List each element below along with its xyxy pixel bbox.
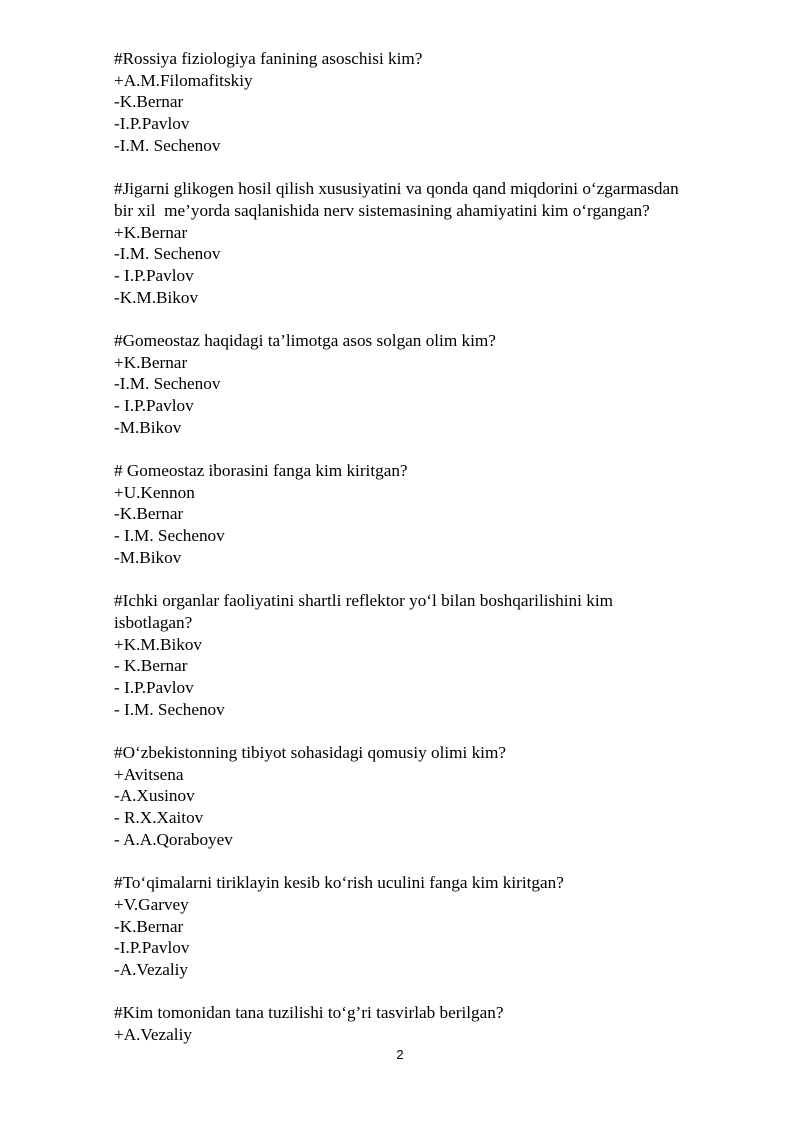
question-text: #Ichki organlar faoliyatini shartli reflektor yo‘l bilan boshqarilishini kim bbox=[114, 591, 613, 611]
answer-option: -I.M. Sechenov bbox=[114, 135, 221, 155]
answer-option: -I.P.Pavlov bbox=[114, 114, 190, 134]
answer-option: +A.M.Filomafitskiy bbox=[114, 70, 253, 90]
page-number: 2 bbox=[396, 1047, 404, 1062]
question-text-continued: bir xil me’yorda saqlanishida nerv sistemasining ahamiyatini kim o‘rgangan? bbox=[114, 200, 650, 220]
answer-option: +Avitsena bbox=[114, 764, 184, 784]
answer-option: +A.Vezaliy bbox=[114, 1024, 192, 1044]
answer-option: +U.Kennon bbox=[114, 482, 195, 502]
answer-option: - I.M. Sechenov bbox=[114, 699, 225, 719]
question-block bbox=[114, 460, 764, 568]
question-block bbox=[114, 742, 764, 850]
answer-option: -A.Xusinov bbox=[114, 786, 195, 806]
answer-option: -K.M.Bikov bbox=[114, 287, 199, 307]
answer-option: - K.Bernar bbox=[114, 656, 188, 676]
answer-option: - R.X.Xaitov bbox=[114, 808, 204, 828]
question-text: #O‘zbekistonning tibiyot sohasidagi qomusiy olimi kim? bbox=[114, 743, 506, 762]
answer-option: +K.Bernar bbox=[114, 222, 188, 242]
question-block bbox=[114, 872, 764, 980]
answer-option: +K.Bernar bbox=[114, 352, 188, 372]
answer-option: -K.Bernar bbox=[114, 916, 184, 936]
answer-option: -K.Bernar bbox=[114, 504, 184, 524]
answer-option: -A.Vezaliy bbox=[114, 959, 188, 979]
question-text: #Gomeostaz haqidagi ta’limotga asos solgan olim kim? bbox=[114, 330, 496, 350]
answer-option: +V.Garvey bbox=[114, 894, 189, 914]
question-text: #To‘qimalarni tiriklayin kesib ko‘rish uculini fanga kim kiritgan? bbox=[114, 873, 564, 893]
answer-option: - I.P.Pavlov bbox=[114, 396, 194, 415]
quiz-content bbox=[114, 48, 764, 1067]
question-text: #Jigarni glikogen hosil qilish xususiyatini va qonda qand miqdorini o‘zgarmasdan bbox=[114, 179, 679, 199]
answer-option: -I.M. Sechenov bbox=[114, 374, 221, 394]
answer-option: -M.Bikov bbox=[114, 547, 182, 567]
answer-option: -M.Bikov bbox=[114, 417, 182, 437]
answer-option: -I.P.Pavlov bbox=[114, 938, 190, 958]
question-text: #Kim tomonidan tana tuzilishi to‘g’ri tasvirlab berilgan? bbox=[114, 1003, 504, 1023]
answer-option: -K.Bernar bbox=[114, 92, 184, 112]
answer-option: - A.A.Qoraboyev bbox=[114, 829, 233, 849]
question-block bbox=[114, 1002, 764, 1045]
answer-option: +K.M.Bikov bbox=[114, 634, 203, 654]
answer-option: - I.M. Sechenov bbox=[114, 526, 225, 546]
question-text-continued: isbotlagan? bbox=[114, 612, 193, 632]
answer-option: -I.M. Sechenov bbox=[114, 244, 221, 264]
question-text: # Gomeostaz iborasini fanga kim kiritgan? bbox=[114, 461, 408, 481]
question-block bbox=[114, 178, 764, 308]
question-block bbox=[114, 330, 764, 438]
question-block bbox=[114, 48, 764, 156]
answer-option: - I.P.Pavlov bbox=[114, 677, 194, 697]
question-text: #Rossiya fiziologiya fanining asoschisi kim? bbox=[114, 49, 423, 68]
answer-option: - I.P.Pavlov bbox=[114, 265, 194, 285]
question-block bbox=[114, 590, 764, 720]
